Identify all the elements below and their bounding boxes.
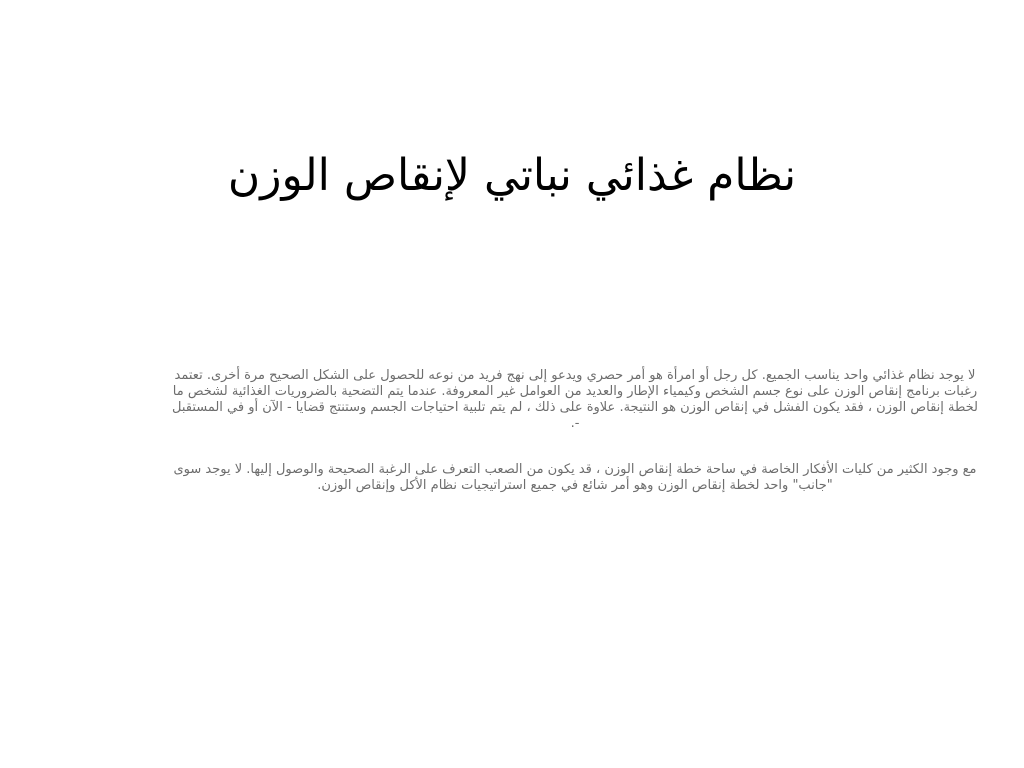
slide-body xyxy=(170,368,980,524)
body-paragraph: لا يوجد نظام غذائي واحد يناسب الجميع. كل رجل أو امرأة هو أمر حصري ويدعو إلى نهج فريد من نوعه للحصول على الشكل الصحيح مرة أخرى. تعتمد رغبات برنامج إنقاص الوزن على نوع جسم الشخص وكيمياء الإطار والعديد من العوامل غير المعروفة. عندما يتم التضحية بالضروريات الغذائية لشخص ما لخطة إنقاص الوزن ، فقد يكون الفشل في إنقاص الوزن هو النتيجة. علاوة على ذلك ، لم يتم تلبية احتياجات الجسم وستنتج قضايا - الآن أو في المستقبل -. xyxy=(171,368,979,431)
body-paragraph: مع وجود الكثير من كليات الأفكار الخاصة في ساحة خطة إنقاص الوزن ، قد يكون من الصعب التعرف على الرغبة الصحيحة والوصول إليها. لا يوجد سوى "جانب" واحد لخطة إنقاص الوزن وهو أمر شائع في جميع استراتيجيات نظام الأكل وإنقاص الوزن. xyxy=(173,462,977,493)
slide-title: نظام غذائي نباتي لإنقاص الوزن xyxy=(227,150,797,201)
